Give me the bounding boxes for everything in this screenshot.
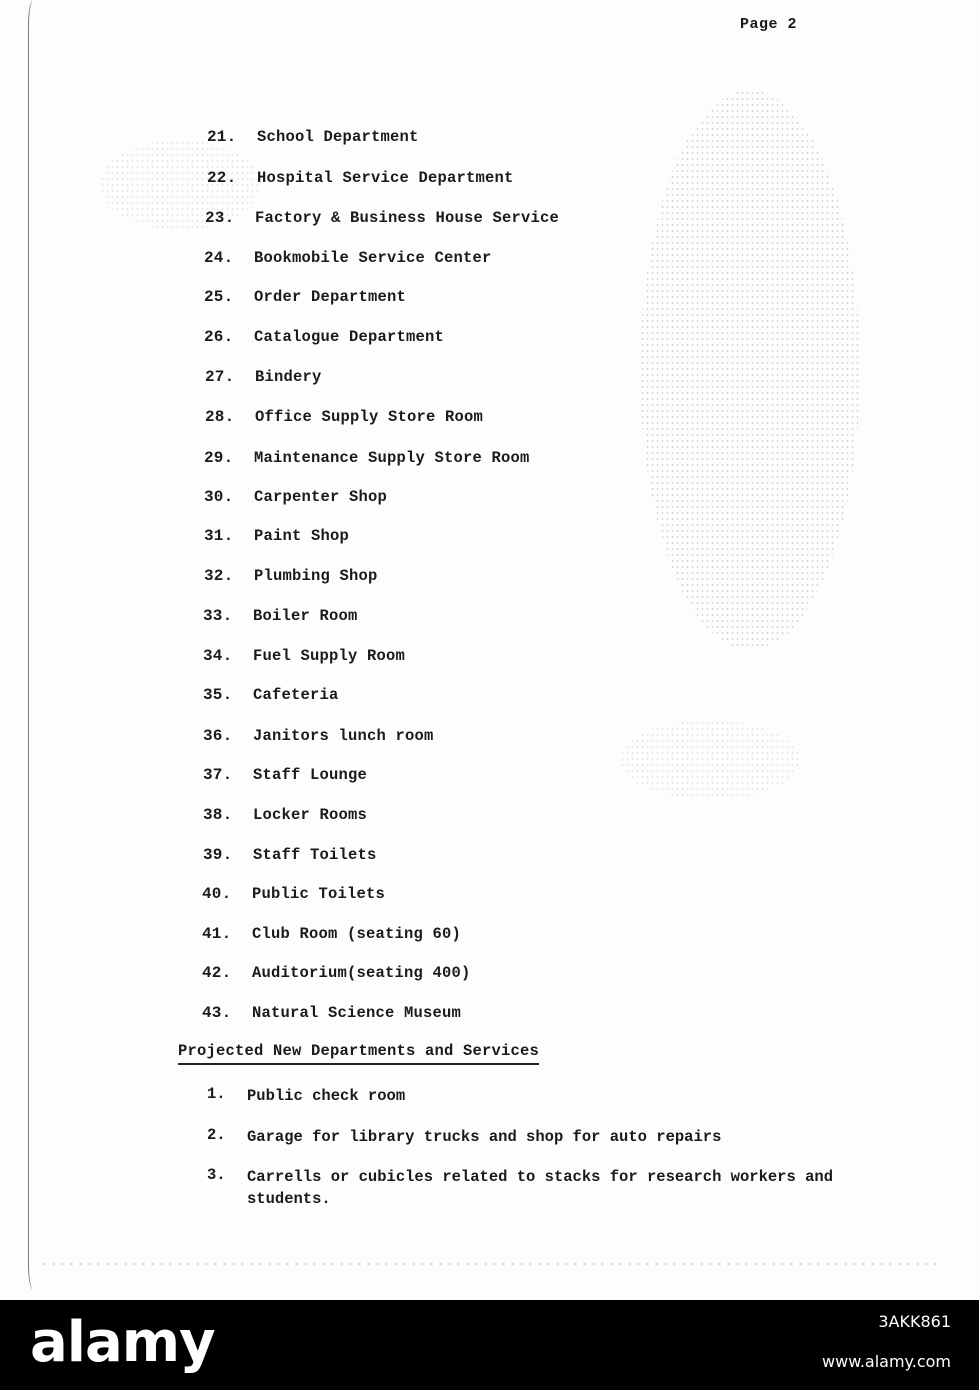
- list-item: [203, 766, 367, 784]
- list-item: [204, 527, 349, 545]
- projected-item: [207, 1126, 897, 1148]
- item-text: Cafeteria: [253, 686, 339, 704]
- list-item: [203, 686, 339, 704]
- item-text: School Department: [257, 128, 419, 146]
- item-number: 21.: [207, 128, 237, 146]
- item-text: Fuel Supply Room: [253, 647, 406, 665]
- bottom-edge-noise: [40, 1262, 940, 1266]
- list-item: [203, 806, 367, 824]
- item-text: Staff Lounge: [253, 766, 368, 784]
- item-number: 26.: [204, 328, 234, 346]
- item-text: Paint Shop: [254, 527, 350, 545]
- watermark-url: www.alamy.com: [822, 1352, 951, 1371]
- list-item: [203, 727, 434, 745]
- item-number: 31.: [204, 527, 234, 545]
- item-number: 36.: [203, 727, 233, 745]
- list-item: [204, 488, 387, 506]
- item-text: Order Department: [254, 288, 407, 306]
- item-text: Factory & Business House Service: [255, 209, 560, 227]
- item-text: Auditorium(seating 400): [252, 964, 471, 982]
- item-number: 41.: [202, 925, 232, 943]
- list-item: [204, 567, 378, 585]
- item-text: Garage for library trucks and shop for auto repairs: [247, 1128, 722, 1146]
- image-id: 3AKK861: [878, 1312, 951, 1331]
- item-text: Staff Toilets: [253, 846, 377, 864]
- list-item: [203, 647, 405, 665]
- item-text: Hospital Service Department: [257, 169, 514, 187]
- list-item: [205, 209, 559, 227]
- alamy-logo: alamy: [30, 1310, 215, 1375]
- item-number: 24.: [204, 249, 234, 267]
- item-text: Bindery: [255, 368, 322, 386]
- list-item: [203, 846, 377, 864]
- item-text: Plumbing Shop: [254, 567, 378, 585]
- item-text: Catalogue Department: [254, 328, 445, 346]
- item-number: 43.: [202, 1004, 232, 1022]
- item-number: 34.: [203, 647, 233, 665]
- item-text: Carrells or cubicles related to stacks for research workers and students.: [247, 1168, 833, 1208]
- item-number: 30.: [204, 488, 234, 506]
- item-number: 42.: [202, 964, 232, 982]
- list-item: [202, 1004, 461, 1022]
- item-number: 37.: [203, 766, 233, 784]
- item-number: 35.: [203, 686, 233, 704]
- list-item: [204, 288, 406, 306]
- item-number: 40.: [202, 885, 232, 903]
- item-number: 29.: [204, 449, 234, 467]
- item-text: Office Supply Store Room: [255, 408, 484, 426]
- scan-noise: [620, 720, 800, 800]
- page-edge: [28, 0, 41, 1290]
- item-number: 25.: [204, 288, 234, 306]
- list-item: [204, 249, 492, 267]
- item-text: Maintenance Supply Store Room: [254, 449, 530, 467]
- list-item: [207, 128, 419, 146]
- list-item: [205, 408, 483, 426]
- list-item: [204, 449, 530, 467]
- list-item: [205, 368, 322, 386]
- item-text: Club Room (seating 60): [252, 925, 462, 943]
- item-number: 32.: [204, 567, 234, 585]
- item-number: 22.: [207, 169, 237, 187]
- list-item: [202, 925, 461, 943]
- scan-noise: [640, 90, 860, 650]
- item-text: Natural Science Museum: [252, 1004, 462, 1022]
- item-text: Carpenter Shop: [254, 488, 388, 506]
- projected-item: [207, 1085, 897, 1107]
- item-number: 28.: [205, 408, 235, 426]
- item-number: 27.: [205, 368, 235, 386]
- item-number: 38.: [203, 806, 233, 824]
- list-item: [202, 964, 471, 982]
- item-number: 39.: [203, 846, 233, 864]
- item-number: 1.: [207, 1085, 226, 1103]
- projected-item: [207, 1166, 897, 1210]
- list-item: [203, 607, 358, 625]
- projected-heading: Projected New Departments and Services: [178, 1042, 539, 1065]
- item-text: Public check room: [247, 1087, 406, 1105]
- item-text: Bookmobile Service Center: [254, 249, 492, 267]
- list-item: [204, 328, 444, 346]
- page-number: Page 2: [740, 16, 798, 33]
- list-item: [202, 885, 385, 903]
- item-text: Locker Rooms: [253, 806, 368, 824]
- item-text: Public Toilets: [252, 885, 386, 903]
- item-number: 3.: [207, 1166, 226, 1184]
- list-item: [207, 169, 514, 187]
- item-number: 33.: [203, 607, 233, 625]
- item-text: Boiler Room: [253, 607, 358, 625]
- item-number: 23.: [205, 209, 235, 227]
- item-number: 2.: [207, 1126, 226, 1144]
- item-text: Janitors lunch room: [253, 727, 434, 745]
